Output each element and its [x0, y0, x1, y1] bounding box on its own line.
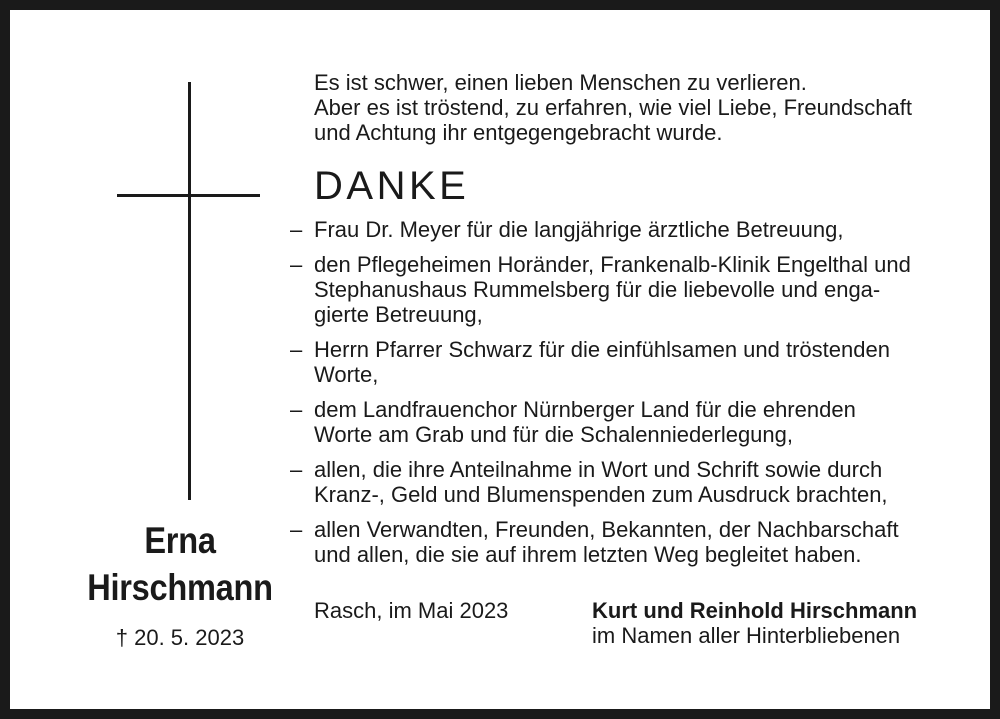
list-item-line: und allen, die sie auf ihrem letzten Weg begleitet haben.: [314, 542, 862, 567]
signature-subtitle: im Namen aller Hinterbliebenen: [592, 623, 901, 648]
list-item: [290, 517, 930, 567]
list-item: [290, 252, 930, 327]
list-item-line: Worte,: [314, 362, 379, 387]
list-item: [290, 397, 930, 447]
list-item-line: Worte am Grab und für die Schalenniederlegung,: [314, 422, 793, 447]
list-item-line: allen, die ihre Anteilnahme in Wort und Schrift sowie durch: [314, 457, 883, 482]
list-item-line: Kranz-, Geld und Blumenspenden zum Ausdruck brachten,: [314, 482, 888, 507]
list-item-line: gierte Betreuung,: [314, 302, 483, 327]
list-item-line: den Pflegeheimen Horänder, Frankenalb-Klinik Engelthal und: [314, 252, 911, 277]
thanks-heading: DANKE: [314, 164, 470, 208]
intro-line: Aber es ist tröstend, zu erfahren, wie viel Liebe, Freundschaft: [314, 95, 912, 120]
list-item-line: Stephanushaus Rummelsberg für die liebevolle und enga-: [314, 277, 881, 302]
dash-bullet: –: [290, 337, 303, 362]
dash-bullet: –: [290, 252, 303, 277]
deceased-last-name: Hirschmann: [87, 567, 273, 608]
dash-bullet: –: [290, 217, 303, 242]
death-date: † 20. 5. 2023: [115, 625, 245, 650]
intro-text: [314, 70, 912, 145]
intro-line: Es ist schwer, einen lieben Menschen zu verlieren.: [314, 70, 807, 95]
cross-icon-horizontal: [117, 194, 260, 197]
cross-icon-vertical: [188, 82, 191, 500]
list-item-line: Frau Dr. Meyer für die langjährige ärztliche Betreuung,: [314, 217, 844, 242]
signature-block: [592, 598, 917, 648]
deceased-first-name: Erna: [144, 520, 216, 561]
list-item-line: Herrn Pfarrer Schwarz für die einfühlsamen und tröstenden: [314, 337, 890, 362]
list-item: [290, 217, 930, 242]
signature-names: Kurt und Reinhold Hirschmann: [592, 598, 918, 623]
list-item-line: allen Verwandten, Freunden, Bekannten, der Nachbarschaft: [314, 517, 899, 542]
dash-bullet: –: [290, 397, 303, 422]
dash-bullet: –: [290, 457, 303, 482]
thanks-list: [290, 217, 930, 577]
list-item: [290, 457, 930, 507]
list-item-line: dem Landfrauenchor Nürnberger Land für die ehrenden: [314, 397, 856, 422]
list-item: [290, 337, 930, 387]
dash-bullet: –: [290, 517, 303, 542]
place-date: Rasch, im Mai 2023: [314, 598, 509, 623]
intro-line: und Achtung ihr entgegengebracht wurde.: [314, 120, 723, 145]
